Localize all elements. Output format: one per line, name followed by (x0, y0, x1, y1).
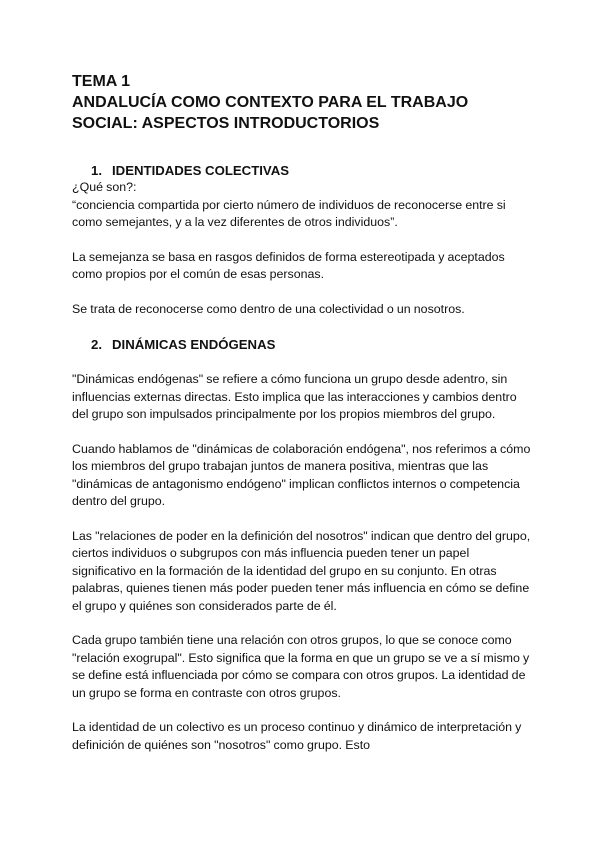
section-number: 1. (91, 163, 102, 178)
definition-quote: “conciencia compartida por cierto número de individuos de reconocerse entre si como semejantes, y a la vez diferentes de otros individuos”. (72, 197, 506, 229)
paragraph: Se trata de reconocerse como dentro de una colectividad o un nosotros. (72, 301, 465, 316)
title-line: SOCIAL: ASPECTOS INTRODUCTORIOS (72, 115, 380, 132)
paragraph: "Dinámicas endógenas" se refiere a cómo funciona un grupo desde adentro, sin influencias externas directas. Esto implica que las interacciones y cambios dentro del grupo son impulsados principalmente por los propios miembros del grupo. (72, 372, 517, 421)
document-title (72, 71, 532, 134)
section-heading-text: IDENTIDADES COLECTIVAS (112, 163, 290, 178)
paragraph: La semejanza se basa en rasgos definidos de forma estereotipada y aceptados como propios por el común de esas personas. (72, 249, 505, 281)
title-line: TEMA 1 (72, 73, 131, 90)
paragraph: Las "relaciones de poder en la definición del nosotros" indican que dentro del grupo, ciertos individuos o subgrupos con más influencia pueden tener un papel significativo en la formación de la identidad del grupo en su conjunto. En otras palabras, quienes tienen más poder pueden tener más influencia en cómo se define el grupo y quiénes son considerados parte de él. (72, 528, 531, 613)
section-heading-dinamicas (72, 337, 532, 353)
section-number: 2. (91, 337, 102, 352)
title-line: ANDALUCÍA COMO CONTEXTO PARA EL TRABAJO (72, 94, 469, 111)
question-text: ¿Qué son?: (72, 180, 137, 194)
paragraph: Cada grupo también tiene una relación con otros grupos, lo que se conoce como "relación exogrupal". Esto significa que la forma en que un grupo se ve a sí mismo y se define está influenciada por cómo se compara con otros grupos. La identidad de un grupo se forma en contraste con otros grupos. (72, 633, 530, 700)
document-page (72, 71, 532, 754)
paragraph: Cuando hablamos de "dinámicas de colaboración endógena", nos referimos a cómo los miembros del grupo trabajan juntos de manera positiva, mientras que las "dinámicas de antagonismo endógeno" implican conflictos internos o competencia dentro del grupo. (72, 441, 531, 508)
section-heading-text: DINÁMICAS ENDÓGENAS (112, 337, 276, 352)
section-heading-identidades (72, 163, 532, 179)
paragraph: La identidad de un colectivo es un proceso continuo y dinámico de interpretación y definición de quiénes son "nosotros" como grupo. Esto (72, 720, 522, 752)
